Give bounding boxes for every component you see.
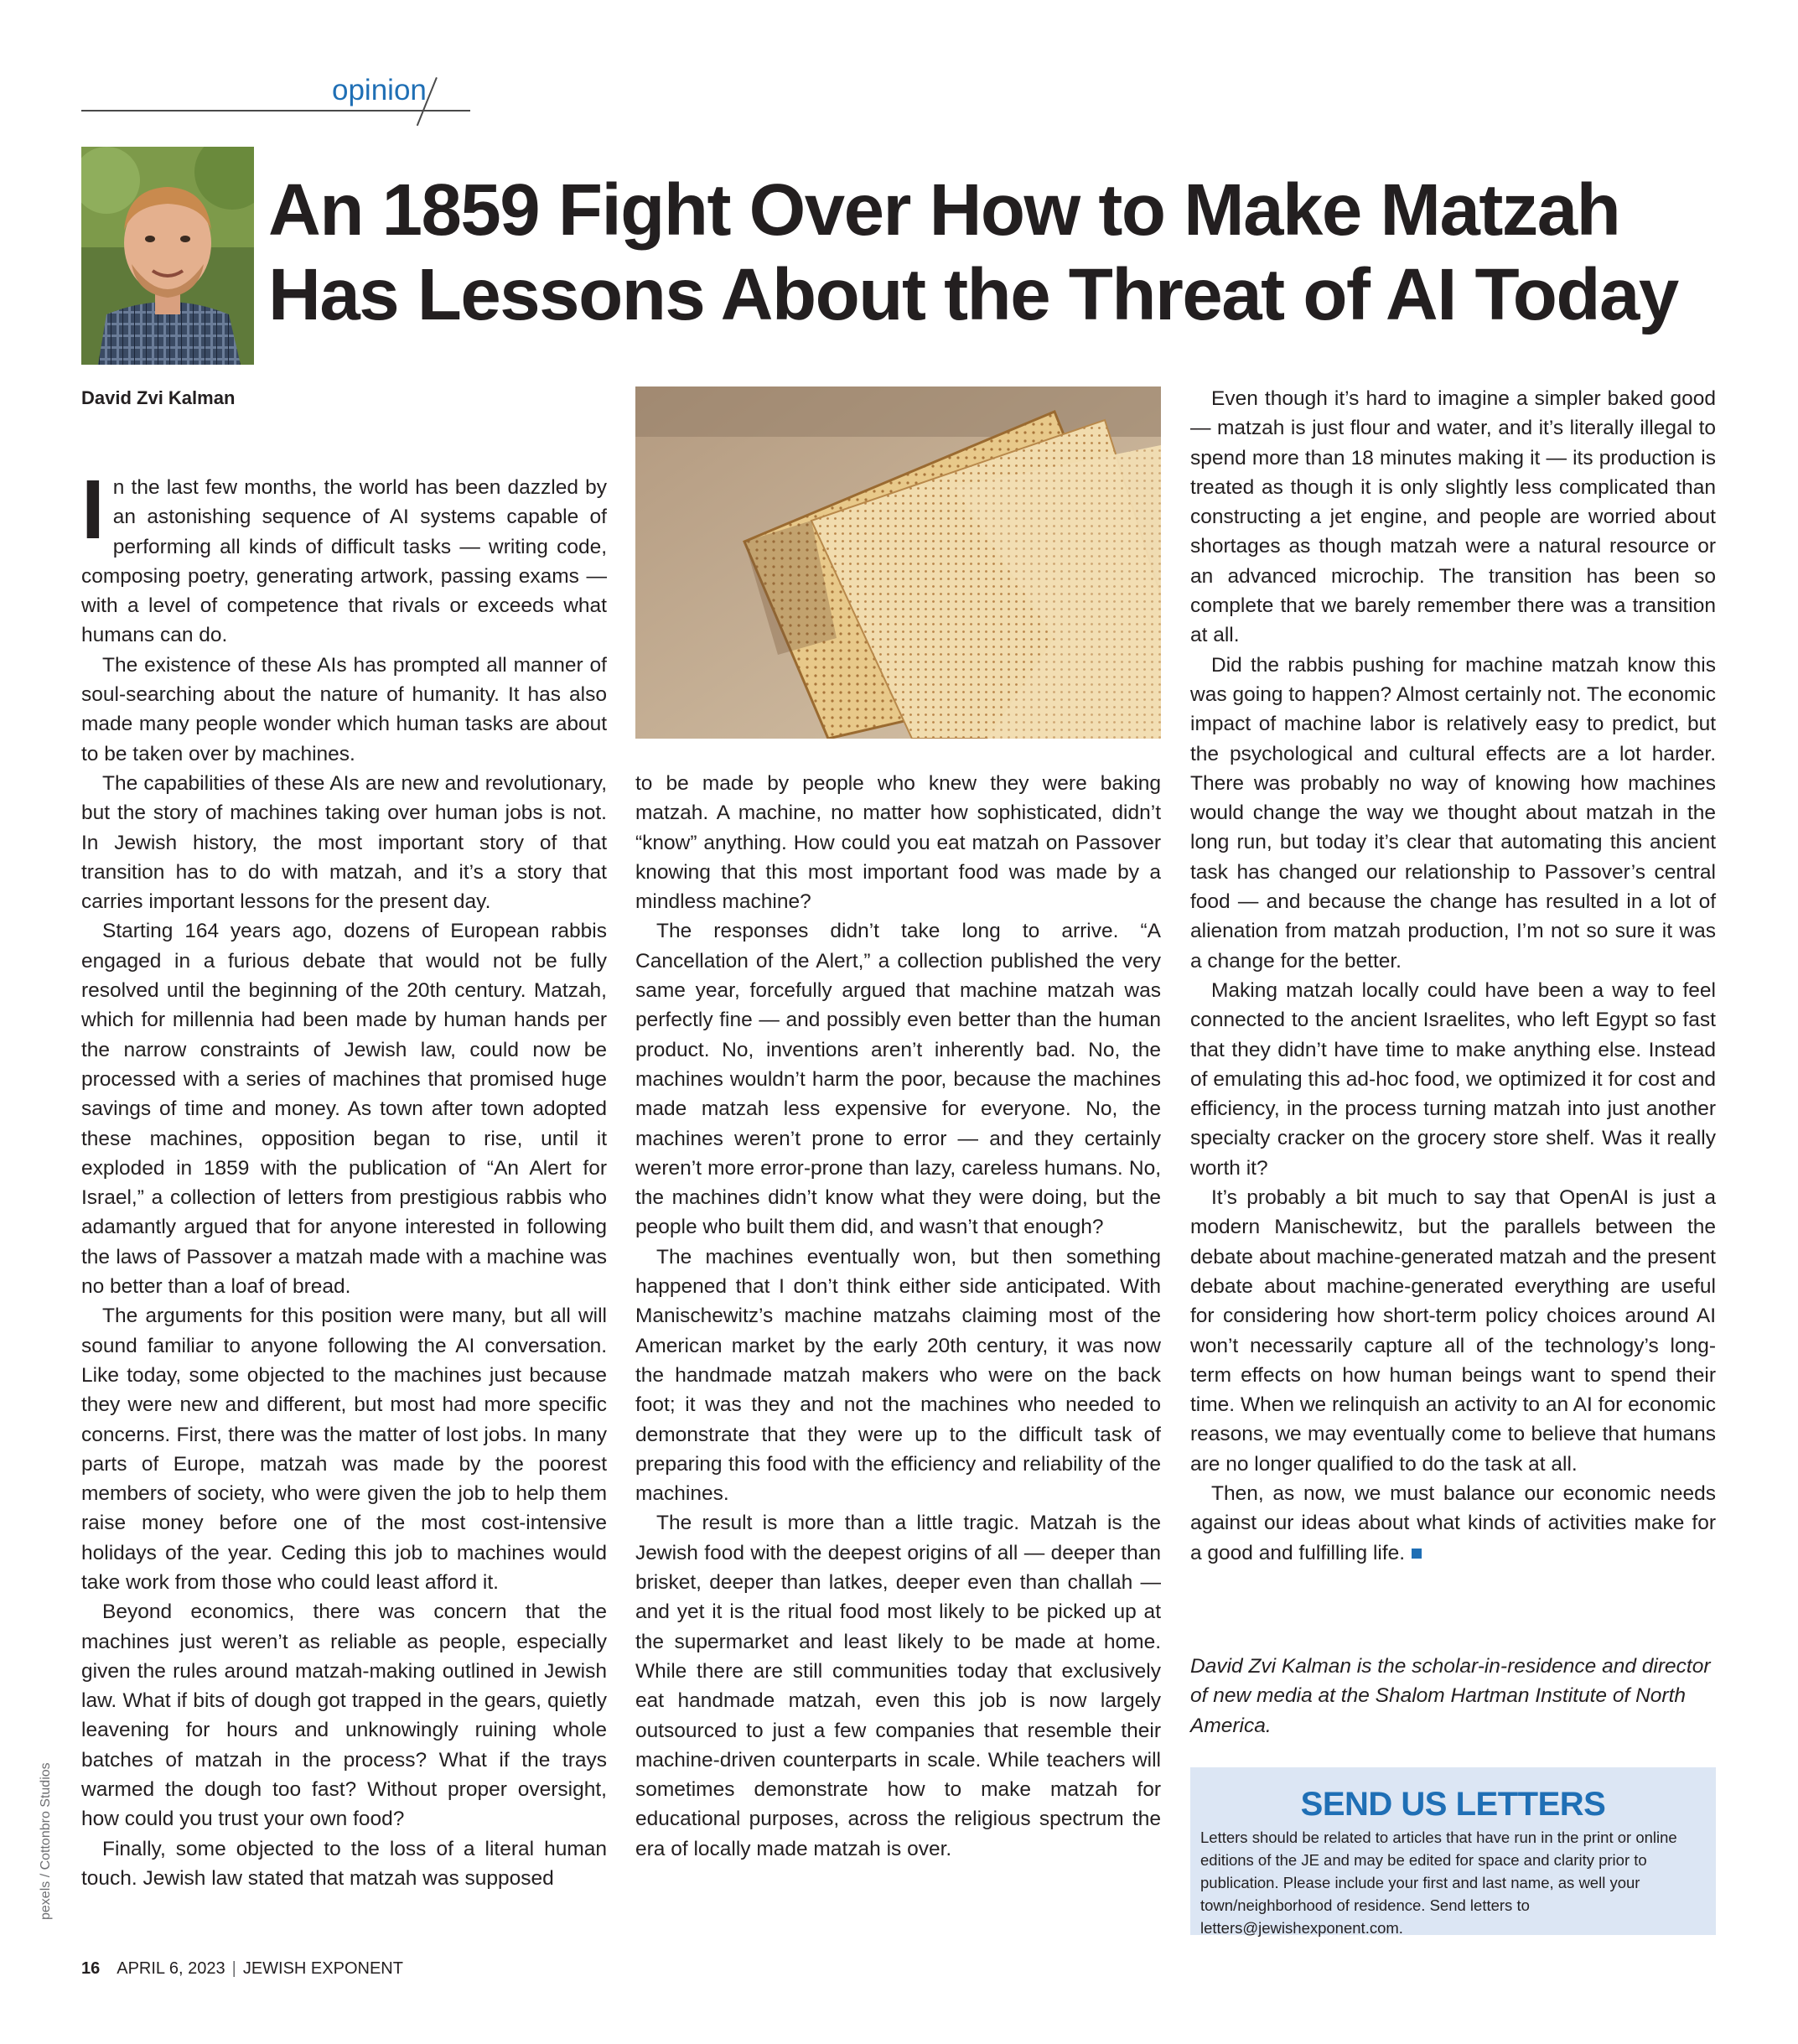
page-footer <box>81 1959 403 1979</box>
author-headshot <box>81 147 254 365</box>
paragraph-15: It’s probably a bit much to say that OpenAI is just a modern Manischewitz, but the parallels between the debate about machine-generated matzah and the present debate about machine-generated everything are useful for considering how short-term policy choices around AI won’t necessarily capture all of the technology’s long-term effects on how human beings want to spend their time. When we relinquish an activity to an AI for economic reasons, we may eventually come to believe that humans are no longer qualified to do the task at all. <box>1190 1186 1716 1476</box>
paragraph-6: Beyond economics, there was concern that the machines just weren’t as reliable as people, especially given the rules around matzah-making outlined in Jewish law. What if bits of dough got trapped in the gears, quietly leavening for hours and unknowingly ruining whole batches of matzah in the process? What if the trays warmed the dough too fast? Without proper oversight, how could you trust your own food? <box>81 1600 607 1831</box>
matzah-photo <box>635 386 1161 739</box>
send-us-letters-box <box>1190 1767 1716 1935</box>
author-bio: David Zvi Kalman is the scholar-in-residence and director of new media at the Shalom Hartman Institute of North America. <box>1190 1655 1711 1737</box>
paragraph-5: The arguments for this position were many, but all will sound familiar to anyone following the AI conversation. Like today, some objected to the machines just because they were new and different, but most had more specific concerns. First, there was the matter of lost jobs. In many parts of Europe, matzah was made by the poorest members of society, who were given the job to help them raise money before one of the most cost-intensive holidays of the year. Ceding this job to machines would take work from those who could least afford it. <box>81 1305 607 1594</box>
article-column-2 <box>635 769 1161 1864</box>
section-rule <box>81 110 470 112</box>
paragraph-14: Making matzah locally could have been a way to feel connected to the ancient Israelites, who left Egypt so fast that they didn’t have time to make anything else. Instead of emulating this ad-hoc food, we optimized it for cost and efficiency, in the process turning matzah into just another specialty cracker on the grocery store shelf. Was it really worth it? <box>1190 978 1716 1180</box>
headline-line-1: An 1859 Fight Over How to Make Matzah <box>268 169 1620 251</box>
drop-cap: I <box>81 463 105 557</box>
byline: David Zvi Kalman <box>81 387 236 408</box>
paragraph-7: Finally, some objected to the loss of a literal human touch. Jewish law stated that matzah was supposed <box>81 1837 607 1890</box>
article-column-3 <box>1190 384 1716 1568</box>
page-number: 16 <box>81 1959 101 1978</box>
article-column-1 <box>81 463 607 1893</box>
paragraph-9: The responses didn’t take long to arrive. “A Cancellation of the Alert,” a collection published the very same year, forcefully argued that machine matzah was perfectly fine — and possibly even better than the human product. No, inventions aren’t inherently bad. No, the machines wouldn’t harm the poor, because the machines made matzah less expensive for everyone. No, the machines weren’t prone to error — and they certainly weren’t more error-prone than lazy, careless humans. No, the machines didn’t know what they were doing, but the people who built them did, and wasn’t that enough? <box>635 920 1161 1239</box>
footer-separator: | <box>231 1959 236 1978</box>
paragraph-3: The capabilities of these AIs are new and revolutionary, but the story of machines taking over human jobs is not. In Jewish history, the most important story of that transition has to do with matzah, and it’s a story that carries important lessons for the present day. <box>81 771 607 914</box>
paragraph-4: Starting 164 years ago, dozens of European rabbis engaged in a furious debate that would not be fully resolved until the beginning of the 20th century. Matzah, which for millennia had been made by human hands per the narrow constraints of Jewish law, could now be processed with a series of machines that promised huge savings of time and money. As town after town adopted these machines, opposition began to rise, until it exploded in 1859 with the publication of “An Alert for Israel,” a collection of letters from prestigious rabbis who adamantly argued that for anyone interested in following the laws of Passover a matzah made with a machine was no better than a loaf of bread. <box>81 920 607 1299</box>
issue-date: APRIL 6, 2023 <box>117 1959 225 1978</box>
paragraph-16: Then, as now, we must balance our economic needs against our ideas about what kinds of activities make for a good and fulfilling life. <box>1190 1481 1716 1564</box>
end-mark-icon <box>1412 1549 1422 1559</box>
paragraph-11: The result is more than a little tragic. Matzah is the Jewish food with the deepest origins of all — deeper than brisket, deeper than latkes, deeper even than challah — and yet it is the ritual food most likely to be picked up at the supermarket and least likely to be made at home. While there are still communities today that exclusively eat handmade matzah, even this job is now largely outsourced to just a few companies that resemble their machine-driven counterparts in scale. While teachers will sometimes demonstrate how to make matzah for educational purposes, across the religious spectrum the era of locally made matzah is over. <box>635 1512 1161 1860</box>
publication-name: JEWISH EXPONENT <box>242 1959 403 1978</box>
paragraph-8: to be made by people who knew they were baking matzah. A machine, no matter how sophisticated, didn’t “know” anything. How could you eat matzah on Passover knowing that this most important food was made by a mindless machine? <box>635 772 1161 914</box>
section-label: opinion <box>332 74 427 106</box>
paragraph-1: In the last few months, the world has been dazzled by an astonishing sequence of AI systems capable of performing all kinds of difficult tasks — writing code, composing poetry, generating artwork, passing exams — with a level of competence that rivals or exceeds what humans can do. <box>81 463 607 647</box>
paragraph-2: The existence of these AIs has prompted all manner of soul-searching about the nature of humanity. It has also made many people wonder which human tasks are about to be taken over by machines. <box>81 653 607 765</box>
photo-credit: pexels / Cottonbro Studios <box>39 1762 53 1920</box>
paragraph-12: Even though it’s hard to imagine a simpler baked good — matzah is just flour and water, and it’s literally illegal to spend more than 18 minutes making it — its production is treated as though it is only slightly less complicated than constructing a jet engine, and people are worried about shortages as though matzah were a natural resource or an advanced microchip. The transition has been so complete that we barely remember there was a transition at all. <box>1190 387 1716 647</box>
letters-body: Letters should be related to articles that have run in the print or online editions of the JE and may be edited for space and clarity prior to publication. Please include your first and last name, as well your town/neighborhood of residence. Send letters to letters@jewishexponent.com. <box>1200 1829 1677 1937</box>
paragraph-10: The machines eventually won, but then something happened that I don’t think either side anticipated. With Manischewitz’s machine matzahs claiming most of the American market by the early 20th century, it was now the handmade matzah makers who were on the back foot; it was they and not the machines who needed to demonstrate that they were up to the difficult task of preparing this food with the efficiency and reliability of the machines. <box>635 1245 1161 1506</box>
paragraph-13: Did the rabbis pushing for machine matzah know this was going to happen? Almost certainly not. The economic impact of machine labor is relatively easy to predict, but the psychological and cultural effects are a lot harder. There was probably no way of knowing how machines would change the way we thought about matzah in the long run, but today it’s clear that automating this ancient task has changed our relationship to Passover’s central food — and because the change has resulted in a lot of alienation from matzah production, I’m not so sure it was a change for the better. <box>1190 653 1716 973</box>
letters-title: SEND US LETTERS <box>1300 1786 1606 1823</box>
headline-line-2: Has Lessons About the Threat of AI Today <box>268 254 1678 335</box>
headline <box>268 168 1744 337</box>
